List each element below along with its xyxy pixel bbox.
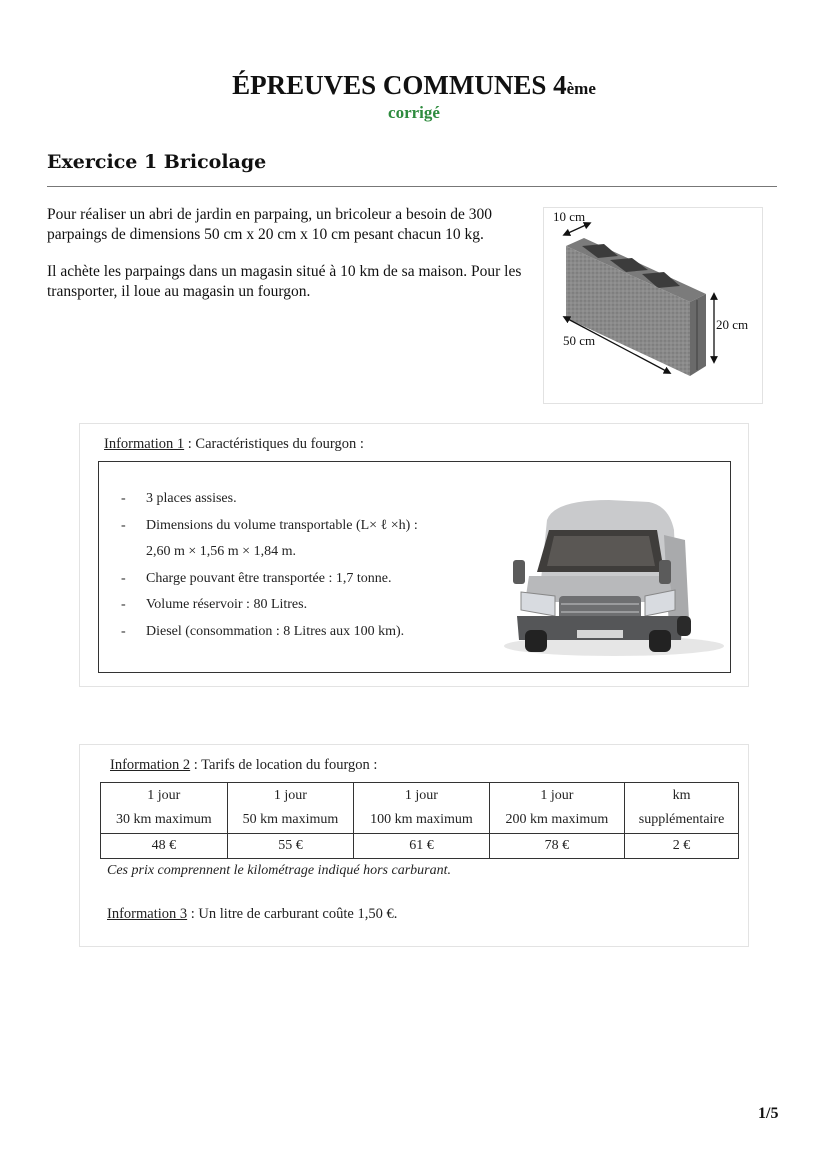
page-number: 1/5: [758, 1105, 779, 1122]
spec-item: [121, 566, 418, 593]
information-3-label: Information 3: [107, 906, 188, 922]
information-1-text: : Caractéristiques du fourgon :: [184, 436, 364, 452]
depth-label: 10 cm: [553, 209, 586, 224]
price-cell: 61 €: [354, 834, 489, 859]
table-header-cell: [227, 783, 354, 834]
information-3-heading: [107, 906, 397, 923]
exercise-paragraph-2: Il achète les parpaings dans un magasin situé à 10 km de sa maison. Pour les transporter, il loue au magasin un fourgon.: [47, 263, 522, 300]
title-divider: [47, 186, 777, 187]
height-label: 20 cm: [716, 317, 749, 332]
spec-item: [121, 486, 418, 513]
spec-item: [121, 619, 418, 646]
price-cell: 55 €: [227, 834, 354, 859]
table-header-cell: [625, 783, 739, 834]
table-row: [101, 834, 739, 859]
van-image-icon: [499, 480, 729, 658]
table-header-row: [101, 783, 739, 834]
spec-text: 2,60 m × 1,56 m × 1,84 m.: [146, 544, 296, 559]
pricing-note: Ces prix comprennent le kilométrage indiqué hors carburant.: [107, 863, 451, 878]
header-line: 30 km maximum: [115, 812, 212, 827]
header-line: km: [672, 788, 691, 803]
header-line: 50 km maximum: [242, 812, 339, 827]
header-line: 1 jour: [540, 788, 574, 803]
page-title: [0, 70, 828, 101]
price-cell: 48 €: [101, 834, 228, 859]
header-line: 1 jour: [273, 788, 307, 803]
information-2-label: Information 2: [110, 757, 191, 773]
spec-item: [121, 592, 418, 619]
rental-rates-table: [100, 782, 739, 859]
bullet-dash: -: [121, 597, 126, 612]
information-2-text: : Tarifs de location du fourgon :: [190, 757, 378, 773]
header-line: supplémentaire: [638, 812, 725, 827]
bullet-dash: -: [121, 623, 126, 639]
spec-item: [121, 513, 418, 540]
header-line: 200 km maximum: [505, 812, 609, 827]
length-label: 50 cm: [563, 333, 596, 348]
table-header-cell: [354, 783, 489, 834]
exercise-title: Exercice 1 Bricolage: [47, 151, 267, 173]
information-2-heading: [110, 757, 377, 774]
header-line: 100 km maximum: [370, 812, 473, 827]
information-3-text: : Un litre de carburant coûte 1,50 €.: [187, 906, 398, 922]
table-header-cell: [101, 783, 228, 834]
bullet-dash: -: [121, 491, 126, 506]
spec-item-continuation: [121, 539, 418, 566]
price-cell: 2 €: [625, 834, 739, 859]
concrete-block-figure: [543, 207, 763, 404]
van-specs-list: [121, 486, 418, 645]
information-1-label: Information 1: [104, 436, 185, 452]
header-line: 1 jour: [147, 788, 181, 803]
spec-text: Volume réservoir : 80 Litres.: [146, 597, 308, 612]
spec-text: Diesel (consommation : 8 Litres aux 100 km).: [146, 623, 405, 639]
title-text: ÉPREUVES COMMUNES 4: [232, 70, 567, 100]
exercise-paragraph-1: Pour réaliser un abri de jardin en parpaing, un bricoleur a besoin de 300 parpaings de dimensions 50 cm x 20 cm x 10 cm pesant chacun 10 kg.: [47, 206, 493, 243]
page-subtitle: corrigé: [388, 103, 440, 122]
information-2-panel: [79, 744, 749, 947]
table-header-cell: [489, 783, 624, 834]
header-line: 1 jour: [404, 788, 438, 803]
information-1-panel: [79, 423, 749, 687]
van-characteristics-box: [98, 461, 731, 673]
concrete-block-icon: [544, 208, 762, 403]
spec-text: 3 places assises.: [146, 491, 237, 506]
bullet-dash: -: [121, 517, 126, 533]
title-superscript: ème: [566, 79, 596, 98]
spec-text: Charge pouvant être transportée : 1,7 tonne.: [146, 570, 392, 586]
price-cell: 78 €: [489, 834, 624, 859]
spec-text: Dimensions du volume transportable (L× ℓ ×h) :: [146, 517, 418, 533]
bullet-dash: -: [121, 570, 126, 586]
information-1-heading: [104, 436, 364, 453]
